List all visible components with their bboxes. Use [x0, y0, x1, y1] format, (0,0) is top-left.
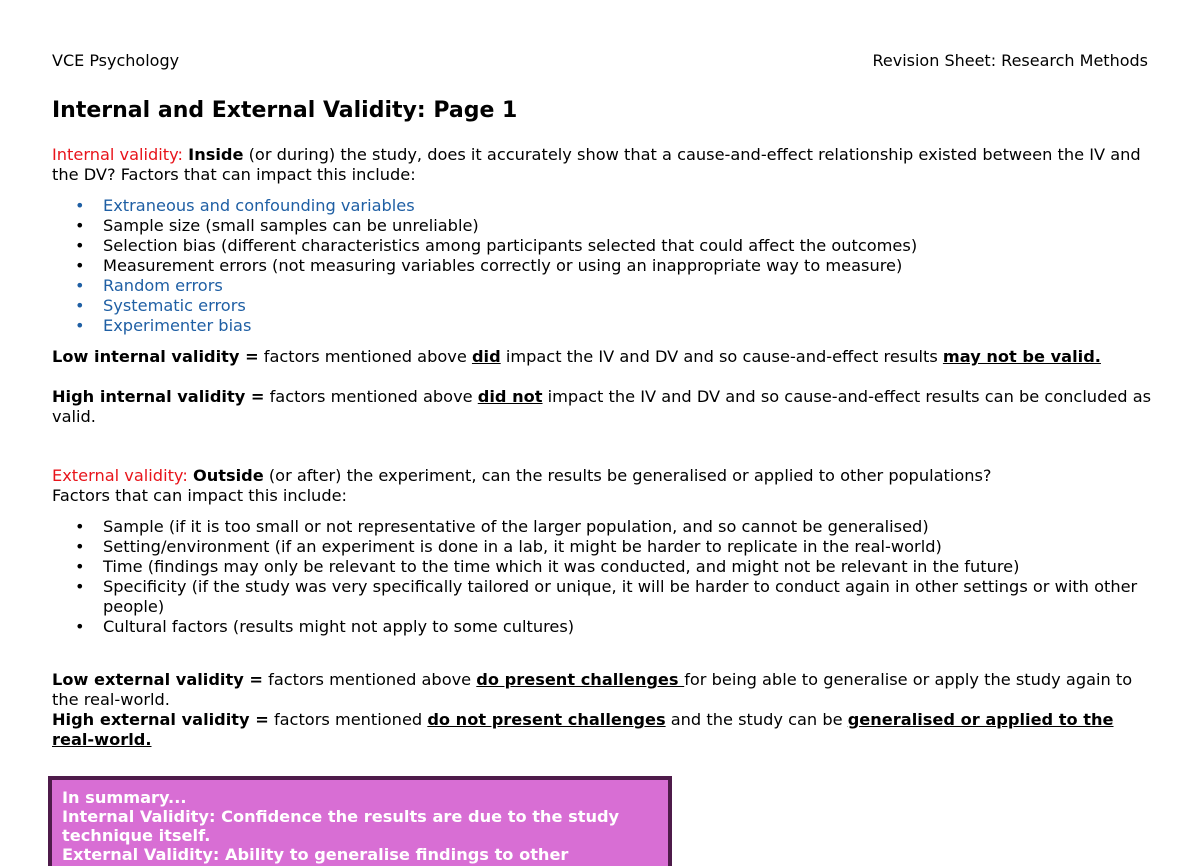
summary-internal: Internal Validity: Confidence the results are due to the study technique itself. [62, 807, 620, 845]
list-item: • Experimenter bias [52, 316, 1152, 336]
internal-factors-list [52, 196, 1152, 336]
high-external-emphasis-2: generalised or applied to the real-world. [52, 710, 1114, 749]
external-validity-definition [52, 466, 1152, 506]
list-item: • Systematic errors [52, 296, 1152, 316]
high-internal-label: High internal validity = [52, 387, 265, 406]
internal-definition-text: (or during) the study, does it accurately show that a cause-and-effect relationship existed between the IV and the DV? Factors that can impact this include: [52, 145, 1141, 184]
high-external-validity [52, 710, 1152, 750]
list-item: • Cultural factors (results might not apply to some cultures) [52, 617, 1152, 637]
header-course: VCE Psychology [52, 51, 180, 70]
summary-box [48, 776, 672, 866]
external-definition-text: (or after) the experiment, can the results be generalised or applied to other populations? [263, 466, 992, 485]
low-internal-text-1: factors mentioned above [258, 347, 472, 366]
external-definition-text-2: Factors that can impact this include: [52, 486, 348, 505]
summary-heading: In summary... [62, 788, 187, 807]
internal-inside-term: Inside [188, 145, 244, 164]
low-internal-emphasis-1: did [471, 347, 501, 366]
low-external-text-1: factors mentioned above [262, 670, 477, 689]
low-internal-validity [52, 347, 1152, 367]
high-external-text-2: and the study can be [665, 710, 848, 729]
list-item: • Measurement errors (not measuring variables correctly or using an inappropriate way to measure) [52, 256, 1152, 276]
low-external-emphasis: do present challenges [476, 670, 685, 689]
low-external-label: Low external validity = [52, 670, 263, 689]
internal-validity-label: Internal validity: [52, 145, 184, 164]
high-internal-text-2: impact the IV and DV and so cause-and-effect results can be concluded as valid. [52, 387, 1152, 426]
list-item: • Specificity (if the study was very specifically tailored or unique, it will be harder to conduct again in other settings or with other people) [52, 577, 1152, 617]
page-title: Internal and External Validity: Page 1 [52, 98, 518, 123]
high-external-label: High external validity = [52, 710, 269, 729]
high-internal-text-1: factors mentioned above [264, 387, 478, 406]
low-external-text-2: for being able to generalise or apply the study again to the real-world. [52, 670, 1133, 709]
list-item: • Selection bias (different characteristics among participants selected that could affect the outcomes) [52, 236, 1152, 256]
list-item: • Extraneous and confounding variables [52, 196, 1152, 216]
summary-external: External Validity: Ability to generalise findings to other [62, 845, 569, 864]
list-item: • Sample size (small samples can be unreliable) [52, 216, 1152, 236]
low-internal-emphasis-2: may not be valid. [942, 347, 1101, 366]
list-item: • Random errors [52, 276, 1152, 296]
internal-validity-definition [52, 145, 1152, 185]
external-factors-list [52, 517, 1152, 637]
list-item: • Sample (if it is too small or not representative of the larger population, and so cannot be generalised) [52, 517, 1152, 537]
header-sheet-title: Revision Sheet: Research Methods [872, 51, 1148, 70]
low-internal-label: Low internal validity = [52, 347, 259, 366]
external-validity-label: External validity: [52, 466, 188, 485]
external-outside-term: Outside [192, 466, 264, 485]
list-item: • Time (findings may only be relevant to the time which it was conducted, and might not be relevant in the future) [52, 557, 1152, 577]
high-external-text-1: factors mentioned [268, 710, 428, 729]
high-external-emphasis-1: do not present challenges [427, 710, 666, 729]
high-internal-emphasis: did not [477, 387, 543, 406]
low-external-validity [52, 670, 1152, 710]
list-item: • Setting/environment (if an experiment is done in a lab, it might be harder to replicate in the real-world) [52, 537, 1152, 557]
high-internal-validity [52, 387, 1152, 427]
low-internal-text-2: impact the IV and DV and so cause-and-effect results [500, 347, 943, 366]
